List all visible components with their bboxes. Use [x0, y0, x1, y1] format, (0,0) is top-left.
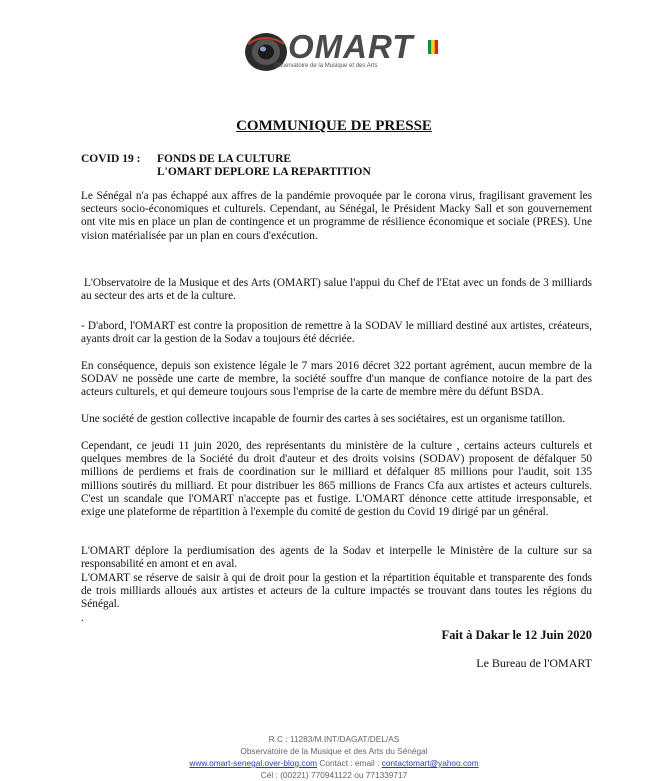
subject-block	[81, 153, 371, 179]
paragraph-consequence: En conséquence, depuis son existence légale le 7 mars 2016 décret 322 portant agrément, aucun membre de la SODAV ne possède une carte de membre, la société souffre d'un manque de confiance notoire de la part des acteurs culturels, et qui demeure toujours sous l'emprise de la carte de membre mère du défunt BSDA.	[81, 360, 592, 399]
website-link[interactable]: www.omart-senegal.over-blog.com	[189, 758, 318, 768]
paragraph-sodav: - D'abord, l'OMART est contre la proposition de remettre à la SODAV le milliard destiné aux artistes, créateurs, ayants droit car la gestion de la Sodav a toujours été décriée.	[81, 320, 592, 346]
subject-line-1: FONDS DE LA CULTURE	[157, 153, 292, 165]
subject-label: COVID 19 :	[81, 153, 141, 165]
footer-rc: R.C : 11283/M.INT/DAGAT/DEL/AS	[268, 734, 400, 744]
paragraph-salute: L'Observatoire de la Musique et des Arts (OMART) salue l'appui du Chef de l'Etat avec un fonds de 3 milliards au secteur des arts et de la culture.	[81, 277, 592, 303]
email-link[interactable]: contactomart@yahoo.com	[381, 758, 479, 768]
footer-org: Observatoire de la Musique et des Arts du Sénégal	[240, 746, 428, 756]
subject-line-2: L'OMART DEPLORE LA REPARTITION	[157, 166, 371, 178]
footer-phone: Cél : (00221) 770941122 ou 771339717	[260, 770, 408, 780]
page-title: COMMUNIQUE DE PRESSE	[236, 118, 432, 134]
footer-contact-line	[0, 757, 668, 769]
signature-place-date: Fait à Dakar le 12 Juin 2020	[441, 628, 592, 642]
footer	[0, 733, 668, 781]
senegal-flag-icon	[428, 40, 438, 54]
paragraph-collective: Une société de gestion collective incapable de fournir des cartes à ses sociétaires, est un organisme tatillon.	[81, 413, 566, 425]
paragraph-intro: Le Sénégal n'a pas échappé aux affres de la pandémie provoquée par le corona virus, fragilisant gravement les secteurs socio-économiques et culturels. Cependant, au Sénégal, le Président Macky Sall et son gouvernement ont vite mis en place un plan de contingence et un programme de résilience économique et sociale (PRES). Une vision matérialisée par un plan en cours d'exécution.	[81, 190, 592, 242]
paragraph-cependant: Cependant, ce jeudi 11 juin 2020, des représentants du ministère de la culture , certains acteurs culturels et quelques membres de la Société du droit d'auteur et des droits voisins (SODAV) proposent de défalquer 50 millions de perdiems et frais de coordination sur le milliard et défalquer 85 millions pour l'audit, soit 135 millions soutirés du milliard. Et pour distribuer les 865 millions de Francs Cfa aux artistes et acteurs culturels. C'est un scandale que l'OMART n'accepte pas et fustige. L'OMART dénonce cette attitude irresponsable, et exige une plateforme de répartition à l'exemple du comité de gestion du Covid 19 dirigé par un général.	[81, 440, 592, 519]
paragraph-deplore: L'OMART déplore la perdiumisation des agents de la Sodav et interpelle le Ministère de la culture sur sa responsabilité en amont et en aval.	[81, 545, 592, 571]
contact-label: Contact : email :	[319, 758, 380, 768]
logo-tagline: Observatoire de la Musique et des Arts	[274, 63, 378, 69]
logo-wordmark: OMART	[288, 28, 414, 65]
paragraph-reserve: L'OMART se réserve de saisir à qui de droit pour la gestion et la répartition équitable et transparente des fonds de trois milliards alloués aux artistes et acteurs de la culture impactés se trouvant dans toutes les régions du Sénégal.	[81, 572, 592, 611]
signature-signer: Le Bureau de l'OMART	[476, 656, 592, 670]
omart-logo	[244, 28, 439, 78]
paragraph-dot: .	[81, 612, 84, 624]
